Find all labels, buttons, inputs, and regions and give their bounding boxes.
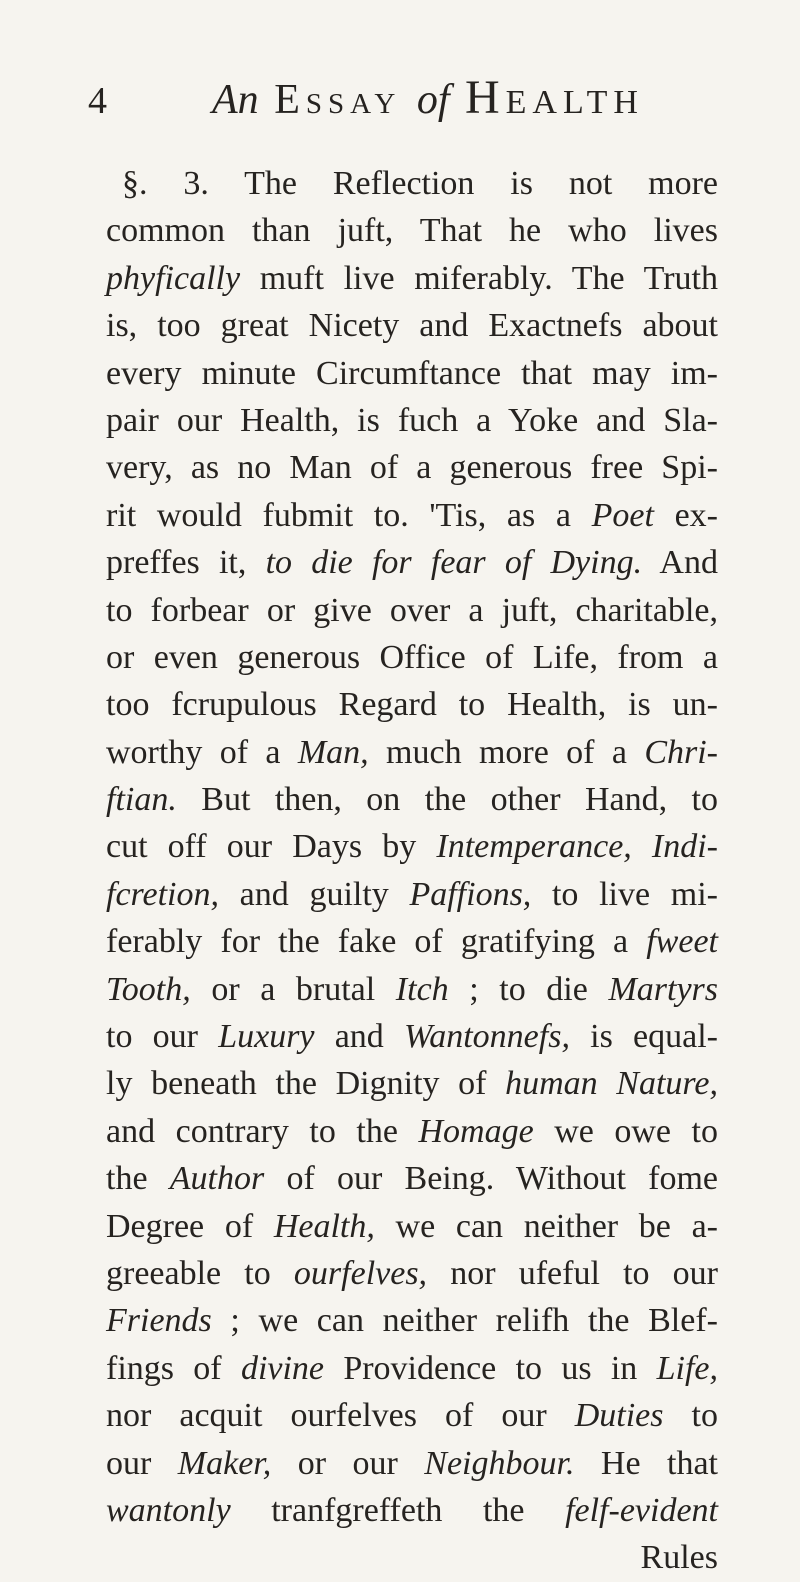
text-run: is, too great Nicety and Exactnefs about xyxy=(106,307,718,345)
italic-text: to die for fear of Dying. xyxy=(265,544,643,582)
text-run: tranfgreffeth the xyxy=(230,1491,566,1529)
text-run: to xyxy=(663,1397,718,1435)
running-head-title xyxy=(138,70,718,125)
italic-text: divine xyxy=(240,1349,325,1387)
text-run: and contrary to the xyxy=(106,1112,419,1150)
italic-text: ftian. xyxy=(106,781,177,819)
running-head xyxy=(88,70,718,130)
italic-text: Duties xyxy=(574,1397,664,1435)
text-run: our xyxy=(106,1444,178,1482)
text-run: very, as no Man of a generous free Spi- xyxy=(106,449,718,487)
text-run: But then, on the other Hand, to xyxy=(176,781,718,819)
italic-text: ourfelves, xyxy=(293,1254,428,1292)
text-run: preffes it, xyxy=(106,544,266,582)
text-line xyxy=(106,1060,718,1107)
text-line xyxy=(106,1013,718,1060)
text-run: nor ufeful to our xyxy=(427,1254,719,1292)
text-line xyxy=(106,1297,718,1344)
text-line xyxy=(106,492,718,539)
text-line xyxy=(106,539,718,586)
text-line xyxy=(106,729,718,776)
text-run: to live mi- xyxy=(531,875,718,913)
text-line xyxy=(106,823,718,870)
text-run: ; to die xyxy=(448,970,609,1008)
text-line xyxy=(106,350,718,397)
text-line xyxy=(106,1440,718,1487)
italic-text: Life, xyxy=(656,1349,719,1387)
italic-text: phyfically xyxy=(106,259,241,297)
text-run: ly beneath the Dignity of xyxy=(106,1065,506,1103)
italic-text: Chri- xyxy=(644,733,718,771)
text-run: ferably for the fake of gratifying a xyxy=(106,923,647,961)
italic-text: Health, xyxy=(273,1207,375,1245)
title-word-health: Health xyxy=(465,71,644,124)
italic-text: Wantonnefs, xyxy=(404,1018,570,1056)
italic-text: Itch xyxy=(395,970,449,1008)
text-line xyxy=(106,397,718,444)
text-run: much more of a xyxy=(368,733,645,771)
text-run: or a brutal xyxy=(190,970,396,1008)
text-run: Rules xyxy=(640,1539,718,1577)
italic-text: Intemperance, Indi- xyxy=(436,828,719,866)
italic-text: Luxury xyxy=(218,1018,315,1056)
text-run: too fcrupulous Regard to Health, is un- xyxy=(106,686,718,724)
text-line xyxy=(106,160,718,207)
text-run: §. 3. The Reflection is not more xyxy=(122,165,718,202)
text-line xyxy=(106,1487,718,1534)
italic-text: fcretion, xyxy=(106,875,219,913)
italic-text: human Nature, xyxy=(505,1065,718,1103)
text-run: worthy of a xyxy=(106,733,298,771)
text-run: fings of xyxy=(106,1349,241,1387)
italic-text: Poet xyxy=(591,496,654,534)
text-run: of our Being. Without fome xyxy=(264,1160,718,1198)
text-run: we owe to xyxy=(533,1112,718,1150)
text-line xyxy=(106,776,718,823)
text-run: pair our Health, is fuch a Yoke and Sla- xyxy=(106,401,718,439)
text-line xyxy=(106,1250,718,1297)
italic-text: Martyrs xyxy=(608,970,718,1008)
italic-text: Neighbour. xyxy=(424,1444,575,1482)
text-run: and xyxy=(314,1018,405,1056)
text-run: ; we can neither relifh the Blef- xyxy=(211,1302,718,1340)
text-run: the xyxy=(106,1160,170,1198)
text-run: Degree of xyxy=(106,1207,274,1245)
text-run: or our xyxy=(271,1444,425,1482)
text-line xyxy=(106,207,718,254)
text-line xyxy=(106,634,718,681)
text-run: we can neither be a- xyxy=(374,1207,718,1245)
italic-text: Author xyxy=(169,1160,265,1198)
text-line xyxy=(106,1392,718,1439)
text-line xyxy=(106,587,718,634)
text-run: to forbear or give over a juft, charitable, xyxy=(106,591,718,629)
text-run: nor acquit ourfelves of our xyxy=(106,1397,575,1435)
title-word-essay: Essay xyxy=(274,77,402,123)
text-line xyxy=(106,1345,718,1392)
text-run: common than juft, That he who lives xyxy=(106,212,718,250)
italic-text: fweet xyxy=(646,923,718,961)
text-line xyxy=(106,1108,718,1155)
italic-text: Man, xyxy=(297,733,369,771)
italic-text: wantonly xyxy=(106,1491,231,1529)
text-line xyxy=(106,1203,718,1250)
text-run: is equal- xyxy=(569,1018,718,1056)
text-line xyxy=(106,871,718,918)
text-line xyxy=(106,302,718,349)
title-word-an: An xyxy=(212,77,259,123)
text-run: every minute Circumftance that may im- xyxy=(106,354,718,392)
page-number: 4 xyxy=(88,80,107,122)
title-word-of: of xyxy=(416,77,450,123)
text-run: greeable to xyxy=(106,1254,294,1292)
text-run: rit would fubmit to. 'Tis, as a xyxy=(106,496,592,534)
italic-text: felf-evident xyxy=(565,1491,718,1529)
italic-text: Paffions, xyxy=(409,875,532,913)
text-run: muft live miferably. The Truth xyxy=(240,259,718,297)
body-text xyxy=(106,160,718,1582)
text-run: cut off our Days by xyxy=(106,828,437,866)
italic-text: Tooth, xyxy=(106,970,191,1008)
text-run: Providence to us in xyxy=(324,1349,657,1387)
text-line xyxy=(106,966,718,1013)
text-line xyxy=(106,681,718,728)
text-line xyxy=(106,918,718,965)
text-run: And xyxy=(642,544,718,582)
text-line xyxy=(106,444,718,491)
text-run: He that xyxy=(574,1444,718,1482)
text-run: ex- xyxy=(653,496,718,534)
text-line xyxy=(106,1155,718,1202)
text-run: or even generous Office of Life, from a xyxy=(106,638,718,676)
italic-text: Maker, xyxy=(177,1444,272,1482)
text-line xyxy=(106,255,718,302)
text-line xyxy=(106,1534,718,1581)
italic-text: Homage xyxy=(418,1112,534,1150)
text-run: to our xyxy=(106,1018,219,1056)
italic-text: Friends xyxy=(106,1302,212,1340)
text-run: and guilty xyxy=(219,875,410,913)
